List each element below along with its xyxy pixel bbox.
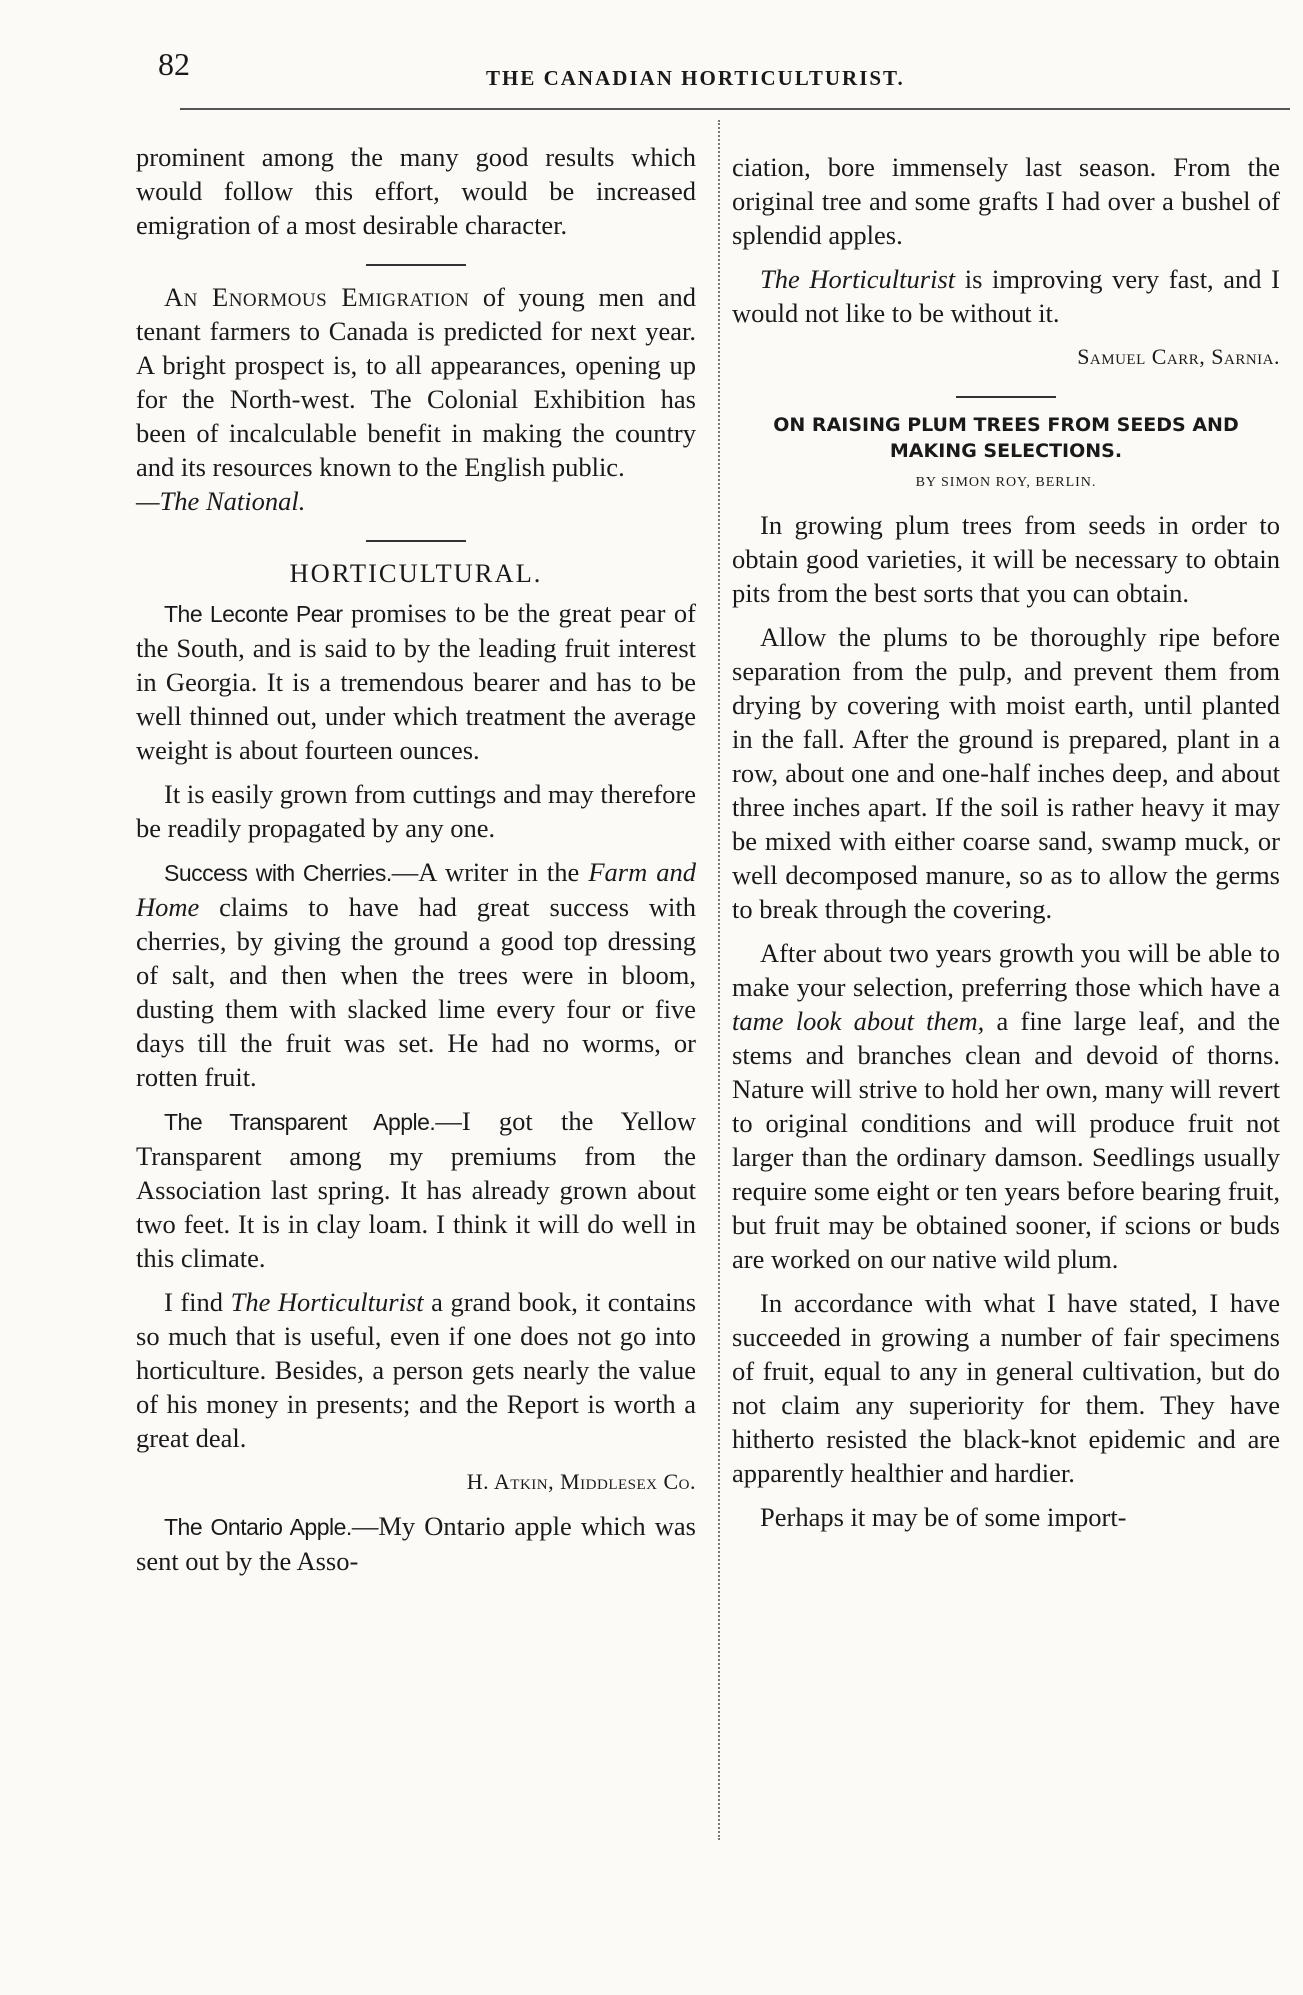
signature: Samuel Carr, Sarnia.	[1077, 344, 1280, 369]
paragraph	[136, 596, 696, 767]
run-in-heading: Success with Cherries.	[164, 860, 392, 886]
lead-in: An Enormous Emigration	[164, 282, 470, 312]
publication: Farm and Home	[136, 857, 697, 922]
run-in-heading: The Leconte Pear	[164, 601, 343, 627]
paragraph: In growing plum trees from seeds in order to obtain good varieties, it will be necessary to obtain pits from the best sorts that you can obtain.	[732, 510, 1280, 608]
byline: BY SIMON ROY, BERLIN.	[915, 475, 1097, 490]
source: —The National.	[136, 486, 306, 516]
emphasis: tame look about them,	[732, 1006, 985, 1036]
paragraph	[136, 280, 696, 518]
paragraph: It is easily grown from cuttings and may therefore be readily propagated by any one.	[136, 779, 696, 843]
header-rule	[180, 108, 1290, 110]
text: —A writer in the	[391, 857, 589, 887]
text: a grand book, it contains so much that is useful, even if one does not go into horticulture. Besides, a person gets nearly the value of his money in presents; and the Report is worth a great deal.	[136, 1287, 697, 1453]
text: is improving very fast, and I would not like to be without it.	[732, 264, 1280, 328]
paragraph: Perhaps it may be of some import-	[760, 1502, 1127, 1532]
text: promises to be the great pear of the South, and is said to by the leading fruit interest in Georgia. It is a tremendous bearer and has to be well thinned out, under which treatment the average weight is about fourteen ounces.	[136, 598, 696, 765]
run-in-heading: The Ontario Apple.	[164, 1514, 352, 1540]
right-column	[732, 150, 1280, 1544]
paragraph	[732, 936, 1280, 1276]
paragraph: Allow the plums to be thoroughly ripe before separation from the pulp, and prevent them from drying by covering with moist earth, until planted in the fall. After the ground is prepared, plant in a row, about one and one-half inches deep, and about three inches apart. If the soil is rather heavy it may be mixed with either coarse sand, swamp muck, or well decomposed manure, so as to allow the germs to break through the covering.	[732, 622, 1280, 924]
paragraph	[136, 1509, 696, 1578]
text: I find	[164, 1287, 231, 1317]
divider	[956, 396, 1056, 398]
section-title: HORTICULTURAL.	[289, 558, 543, 588]
paragraph: prominent among the many good results which would follow this effort, would be increased emigration of a most desirable character.	[136, 142, 696, 240]
text: After about two years growth you will be able to make your selection, preferring those which have a	[732, 938, 1280, 1002]
paragraph	[732, 262, 1280, 330]
paragraph	[136, 1104, 696, 1275]
paragraph: ciation, bore immensely last season. From the original tree and some grafts I had over a bushel of splendid apples.	[732, 152, 1280, 250]
text: —I got the Yellow Transparent among my premiums from the Association last spring. It has already grown about two feet. It is in clay loam. I think it will do well in this climate.	[136, 1106, 696, 1273]
article-title: ON RAISING PLUM TREES FROM SEEDS AND MAKING SELECTIONS.	[773, 414, 1239, 462]
publication: The Horticulturist	[230, 1287, 424, 1317]
column-divider	[718, 120, 721, 1840]
paragraph	[136, 1285, 696, 1455]
running-head: THE CANADIAN HORTICULTURIST.	[486, 66, 905, 90]
paragraph: In accordance with what I have stated, I have succeeded in growing a number of fair specimens of fruit, equal to any in general cultivation, but do not claim any superiority for them. They have hitherto resisted the black-knot epidemic and are apparently healthier and hardier.	[732, 1288, 1280, 1488]
page-number: 82	[158, 46, 190, 82]
text: —My Ontario apple which was sent out by the Asso-	[136, 1511, 696, 1576]
divider	[366, 540, 466, 542]
publication: The Horticulturist	[760, 264, 956, 294]
paragraph	[136, 855, 696, 1094]
divider	[366, 264, 466, 266]
text: of young men and tenant farmers to Canada is predicted for next year. A bright prospect is, to all appearances, opening up for the North-west. The Colonial Exhibition has been of incalculable benefit in making the country and its resources known to the English public.	[136, 282, 696, 482]
run-in-heading: The Transparent Apple.	[164, 1109, 436, 1135]
left-column	[136, 140, 696, 1588]
signature: H. Atkin, Middlesex Co.	[466, 1469, 696, 1494]
text: a fine large leaf, and the stems and branches clean and devoid of thorns. Nature will strive to hold her own, many will revert to original conditions and will produce fruit not larger than the ordinary damson. Seedlings usually require some eight or ten years before bearing fruit, but fruit may be obtained sooner, if scions or buds are worked on our native wild plum.	[732, 1006, 1281, 1274]
text: claims to have had great success with cherries, by giving the ground a good top dressing of salt, and then when the trees were in bloom, dusting them with slacked lime every four or five days till the fruit was set. He had no worms, or rotten fruit.	[136, 892, 696, 1092]
